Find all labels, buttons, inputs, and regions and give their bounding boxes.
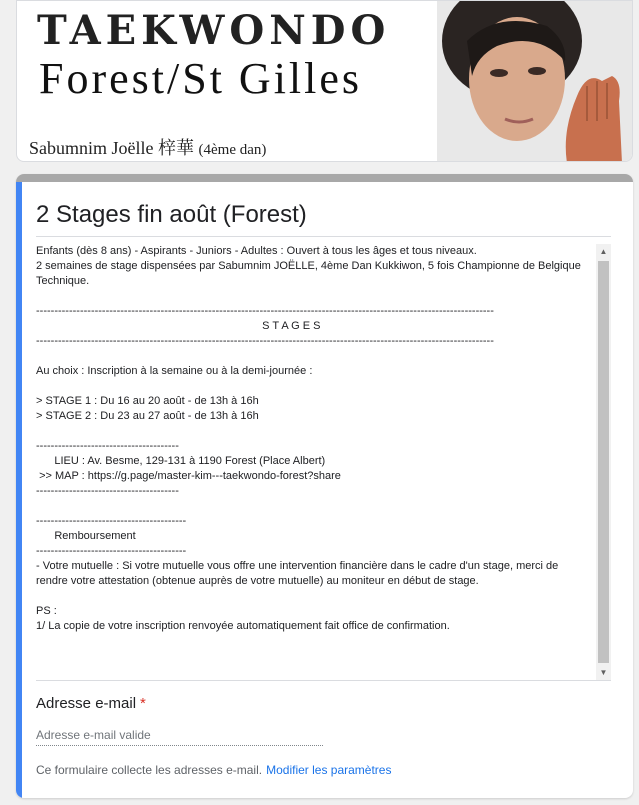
modify-settings-link[interactable]: Modifier les paramètres bbox=[266, 763, 392, 777]
description-scrollbar[interactable] bbox=[596, 244, 611, 680]
header-banner bbox=[16, 0, 633, 162]
scroll-down-arrow-icon[interactable]: ▼ bbox=[599, 668, 608, 677]
email-label-text: Adresse e-mail bbox=[36, 695, 137, 712]
collect-note-text: Ce formulaire collecte les adresses e-mail. bbox=[36, 763, 263, 777]
title-divider bbox=[36, 236, 611, 237]
description-divider bbox=[36, 680, 611, 681]
scroll-up-arrow-icon[interactable]: ▲ bbox=[599, 247, 608, 256]
card-top-bar bbox=[16, 174, 633, 182]
description-text: Enfants (dès 8 ans) - Aspirants - Juniors - Adultes : Ouvert à tous les âges et tous niveaux. 2 semaines de stage dispensées par Sabumnim JOËLLE, 4ème Dan Kukkiwon, 5 fois Championne de Belgique Technique. ----------------------------------------------------------------------------------------------------------------------------- S T A G E S ----------------------------------------------------------------------------------------------------------------------------- Au choix : Inscription à la semaine ou à la demi-journée : > STAGE 1 : Du 16 au 20 août - de 13h à 16h > STAGE 2 : Du 23 au 27 août - de 13h à 16h --------------------------------------- LIEU : Av. Besme, 129-131 à 1190 Forest (Place Albert) >> MAP : https://g.page/master-kim---taekwondo-forest?share --------------------------------------- ----------------------------------------- Remboursement ----------------------------------------- - Votre mutuelle : Si votre mutuelle vous offre une intervention financière dans le cadre d'un stage, merci de rendre votre attestation (obtenue auprès de votre mutuelle) au moniteur en début de stage. PS : 1/ La copie de votre inscription renvoyée automatiquement fait office de confirmation. bbox=[36, 245, 581, 632]
card-focus-indicator bbox=[16, 182, 22, 798]
instructor-photo bbox=[437, 1, 632, 162]
email-question-label bbox=[36, 695, 146, 712]
banner-subtitle bbox=[29, 134, 266, 160]
scrollbar-thumb[interactable] bbox=[598, 261, 609, 663]
email-input[interactable] bbox=[36, 725, 323, 746]
form-description[interactable] bbox=[36, 244, 611, 680]
form-title: 2 Stages fin août (Forest) bbox=[36, 201, 307, 228]
banner-subtitle-name: Sabumnim Joëlle 梓華 bbox=[29, 138, 194, 158]
banner-title-line2: Forest/St Gilles bbox=[39, 54, 363, 103]
banner-title-line1: TAEKWONDO bbox=[37, 7, 391, 54]
required-asterisk: * bbox=[140, 695, 146, 712]
email-collection-note bbox=[36, 763, 391, 777]
banner-subtitle-rank: (4ème dan) bbox=[198, 142, 267, 158]
form-card bbox=[16, 174, 633, 798]
